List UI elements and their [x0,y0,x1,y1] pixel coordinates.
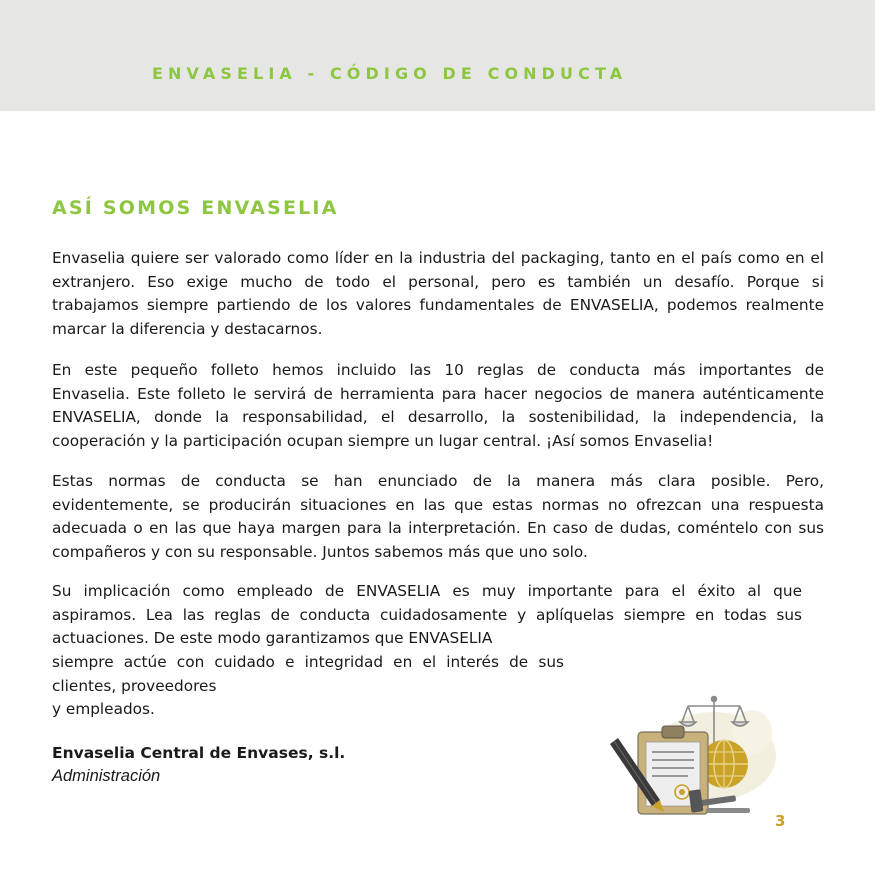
section-title: ASÍ SOMOS ENVASELIA [52,197,339,219]
legal-compliance-illustration-icon [602,692,782,822]
paragraph-involvement [52,580,802,651]
paragraph-line: ENVASELIA, donde la responsabilidad, el desarrollo, la sostenibilidad, la independencia, la [52,408,824,426]
paragraph-line: compañeros y con su responsable. Juntos sabemos más que uno solo. [52,542,588,561]
paragraph-line: siempre actúe con cuidado e integridad en el interés de sus [52,653,564,671]
paragraph-line: cooperación y la participación ocupan siempre un lugar central. ¡Así somos Envaselia! [52,431,714,450]
document-header-title: ENVASELIA - CÓDIGO DE CONDUCTA [152,64,628,83]
paragraph-line: adecuada o en las que haya margen para la interpretación. En caso de dudas, coméntelo con sus [52,519,824,537]
paragraph-line: En este pequeño folleto hemos incluido las 10 reglas de conducta más importantes de [52,361,824,379]
paragraph-line: y empleados. [52,700,155,718]
paragraph-involvement-tail [52,651,564,722]
signature-company: Envaselia Central de Envases, s.l. [52,744,346,762]
paragraph-intro [52,247,824,341]
paragraph-line: actuaciones. De este modo garantizamos que ENVASELIA [52,629,493,647]
signature-role: Administración [52,767,161,785]
paragraph-line: marcar la diferencia y destacarnos. [52,319,323,338]
paragraph-line: clientes, proveedores [52,676,217,695]
page-number: 3 [775,812,786,830]
paragraph-rules [52,470,824,564]
paragraph-line: extranjero. Eso exige mucho de todo el personal, pero es también un desafío. Porque si [52,272,824,291]
paragraph-booklet [52,359,824,453]
paragraph-line: Su implicación como empleado de ENVASELIA es muy importante para el éxito al que [52,582,802,600]
paragraph-line: aspiramos. Lea las reglas de conducta cuidadosamente y aplíquelas siempre en todas sus [52,605,802,624]
paragraph-line: Envaselia. Este folleto le servirá de herramienta para hacer negocios de manera auténticamente [52,384,824,403]
paragraph-line: evidentemente, se producirán situaciones en las que estas normas no ofrezcan una respuesta [52,495,824,514]
paragraph-line: Envaselia quiere ser valorado como líder en la industria del packaging, tanto en el país como en el [52,249,824,267]
paragraph-line: Estas normas de conducta se han enunciado de la manera más clara posible. Pero, [52,472,824,490]
paragraph-line: trabajamos siempre partiendo de los valores fundamentales de ENVASELIA, podemos realmente [52,296,824,314]
header-band [0,0,875,111]
